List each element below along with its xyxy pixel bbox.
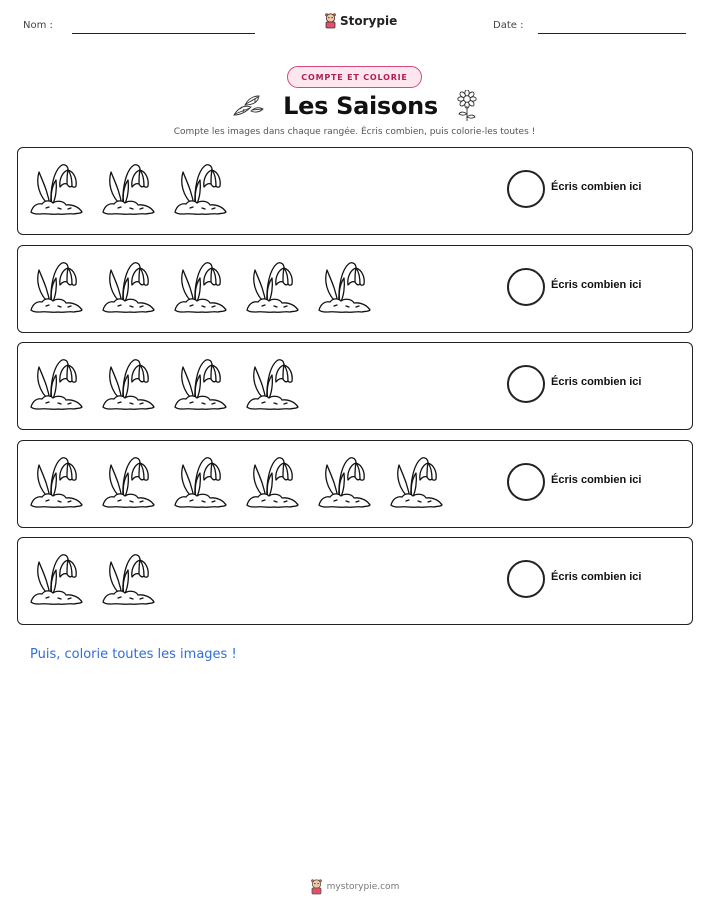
date-label: Date : — [493, 20, 524, 31]
answer-circle[interactable] — [507, 170, 545, 208]
snowdrop-flower-icon — [172, 254, 229, 314]
snowdrop-flower-icon — [28, 351, 85, 411]
name-line[interactable] — [72, 33, 255, 34]
snowdrop-flower-icon — [172, 449, 229, 509]
counting-row — [17, 147, 693, 235]
counting-row — [17, 440, 693, 528]
answer-circle[interactable] — [507, 560, 545, 598]
brand-logo — [324, 13, 397, 29]
brand-name: Storypie — [340, 14, 398, 28]
flower-group — [28, 351, 301, 411]
flower-group — [28, 546, 157, 606]
snowdrop-flower-icon — [172, 351, 229, 411]
answer-label: Écris combien ici — [551, 571, 642, 583]
title-row — [0, 90, 709, 122]
activity-badge: COMPTE ET COLORIE — [287, 66, 422, 88]
instructions-subtitle: Compte les images dans chaque rangée. Écris combien, puis colorie-les toutes ! — [173, 127, 536, 137]
snowdrop-flower-icon — [100, 254, 157, 314]
answer-circle[interactable] — [507, 463, 545, 501]
snowdrop-flower-icon — [28, 254, 85, 314]
counting-row — [17, 537, 693, 625]
footer — [0, 879, 709, 895]
snowdrop-flower-icon — [28, 449, 85, 509]
coloring-instruction: Puis, colorie toutes les images ! — [30, 647, 237, 662]
answer-label: Écris combien ici — [551, 279, 642, 291]
snowdrop-flower-icon — [244, 254, 301, 314]
counting-row — [17, 342, 693, 430]
snowdrop-flower-icon — [100, 351, 157, 411]
counting-row — [17, 245, 693, 333]
flower-group — [28, 254, 373, 314]
snowdrop-flower-icon — [388, 449, 445, 509]
snowdrop-flower-icon — [244, 351, 301, 411]
sunflower-icon — [456, 90, 478, 122]
footer-url[interactable]: mystorypie.com — [326, 882, 400, 892]
snowdrop-flower-icon — [316, 449, 373, 509]
snowdrop-flower-icon — [28, 156, 85, 216]
snowdrop-flower-icon — [316, 254, 373, 314]
answer-circle[interactable] — [507, 268, 545, 306]
snowdrop-flower-icon — [172, 156, 229, 216]
flower-group — [28, 449, 445, 509]
answer-label: Écris combien ici — [551, 474, 642, 486]
date-line[interactable] — [538, 33, 686, 34]
snowdrop-flower-icon — [28, 546, 85, 606]
answer-label: Écris combien ici — [551, 181, 642, 193]
autumn-leaves-icon — [231, 93, 265, 119]
snowdrop-flower-icon — [244, 449, 301, 509]
answer-circle[interactable] — [507, 365, 545, 403]
snowdrop-flower-icon — [100, 156, 157, 216]
snowdrop-flower-icon — [100, 546, 157, 606]
page-title: Les Saisons — [283, 92, 438, 120]
storypie-mascot-icon — [310, 879, 323, 895]
answer-label: Écris combien ici — [551, 376, 642, 388]
name-label: Nom : — [23, 20, 53, 31]
storypie-mascot-icon — [324, 13, 337, 29]
flower-group — [28, 156, 229, 216]
snowdrop-flower-icon — [100, 449, 157, 509]
